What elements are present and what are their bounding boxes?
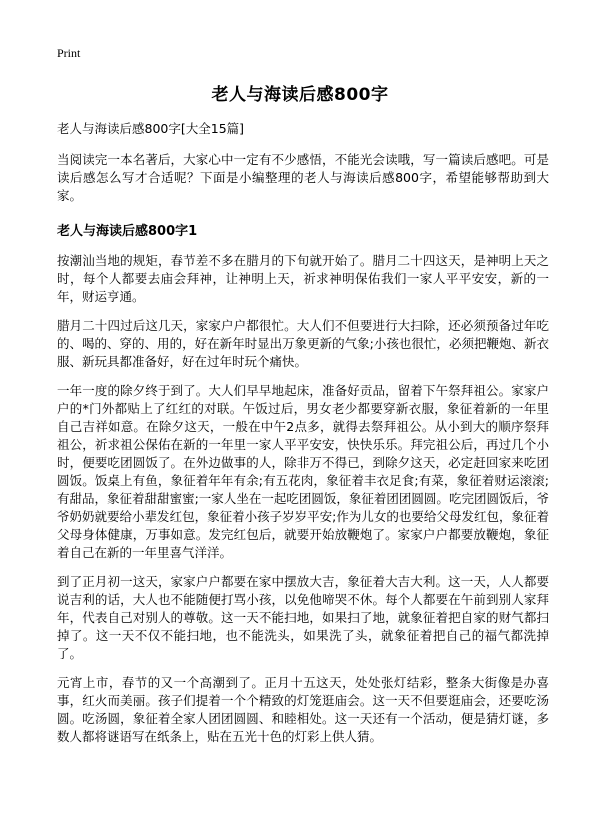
article-subtitle: 老人与海读后感800字[大全15篇] <box>57 121 245 136</box>
print-link[interactable]: Print <box>57 46 81 60</box>
paragraph-4: 到了正月初一这天，家家户户都要在家中摆放大吉，象征着大吉大利。这一天，人人都要说吉利的话，大人也不能随便打骂小孩，以免他啼哭不休。每个人都要在午前到别人家拜年，代表自己对别人的尊敬。这一天不能扫地，如果扫了地，就象征着把自家的财气都扫掉了。这一天不仅不能扫地，也不能洗头，如果洗了头，就象征着把自己的福气都洗掉了。 <box>57 574 549 661</box>
paragraph-3: 一年一度的除夕终于到了。大人们早早地起床，准备好贡品，留着下午祭拜祖公。家家户户的*门外都贴上了红红的对联。午饭过后，男女老少都要穿新衣服，象征着新的一年里自己吉祥如意。在除夕这天，一般在中午2点多，就得去祭拜祖公。从小到大的顺序祭拜祖公，祈求祖公保佑在新的一年里一家人平平安安，快快乐乐。拜完祖公后，再过几个小时，便要吃团圆饭了。在外边做事的人，除非万不得已，到除夕这天，必定赶回家来吃团圆饭。饭桌上有鱼，象征着年年有余;有五花肉，象征着丰衣足食;有菜，象征着财运滚滚;有甜品，象征着甜甜蜜蜜;一家人坐在一起吃团圆饭，象征着团团圆圆。吃完团圆饭后，爷爷奶奶就要给小辈发红包，象征着小孩子岁岁平安;作为儿女的也要给父母发红包，象征着父母身体健康，万事如意。发完红包后，就要开始放鞭炮了。家家户户都要放鞭炮，象征着自己在新的一年里喜气洋洋。 <box>57 383 549 560</box>
article-body <box>57 119 549 757</box>
page-title: 老人与海读后感800字 <box>211 85 389 105</box>
section-heading: 老人与海读后感800字1 <box>57 224 198 239</box>
intro-paragraph: 当阅读完一本名著后，大家心中一定有不少感悟，不能光会读哦，写一篇读后感吧。可是读后感怎么写才合适呢？下面是小编整理的老人与海读后感800字，希望能够帮助到大家。 <box>57 152 549 203</box>
paragraph-2: 腊月二十四过后这几天，家家户户都很忙。大人们不但要进行大扫除，还必须预备过年吃的、喝的、穿的、用的，好在新年时显出万象更新的气象;小孩也很忙，必须把鞭炮、新衣服、新玩具都准备好，好在过年时玩个痛快。 <box>57 318 549 369</box>
paragraph-1: 按潮汕当地的规矩，春节差不多在腊月的下旬就开始了。腊月二十四这天，是神明上天之时，每个人都要去庙会拜神，让神明上天，祈求神明保佑我们一家人平平安安，新的一年，财运亨通。 <box>57 253 549 304</box>
paragraph-5: 元宵上市，春节的又一个高潮到了。正月十五这天，处处张灯结彩，整条大街像是办喜事，红火而美丽。孩子们提着一个个精致的灯笼逛庙会。这一天不但要逛庙会，还要吃汤圆。吃汤圆，象征着全家人团团圆圆、和睦相处。这一天还有一个活动，便是猜灯谜，多数人都将谜语写在纸条上，贴在五光十色的灯彩上供人猜。 <box>57 675 549 744</box>
